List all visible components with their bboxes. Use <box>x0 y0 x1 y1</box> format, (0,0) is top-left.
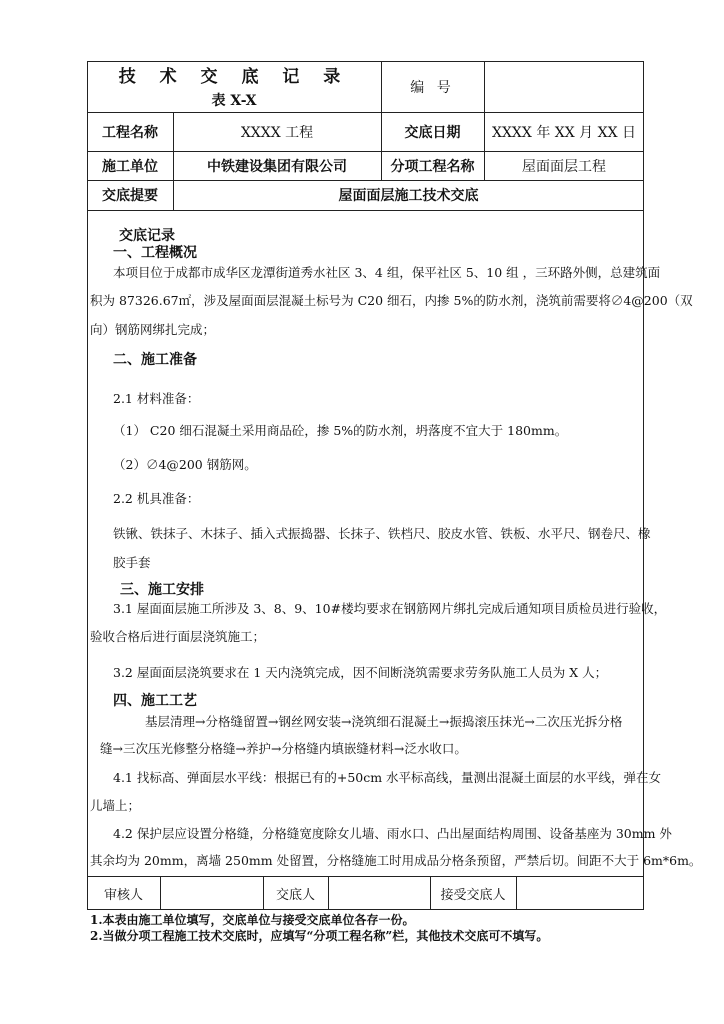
subproject-label: 分项工程名称 <box>390 158 475 175</box>
paragraph-line: 4.2 保护层应设置分格缝，分格缝宽度除女儿墙、雨水口、凸出屋面结构周围、设备基座为 30mm 外 <box>113 826 672 841</box>
presenter-label: 交底人 <box>275 887 315 903</box>
footnote-1: 1.本表由施工单位填写，交底单位与接受交底单位各存一份。 <box>90 913 415 927</box>
footnote-2: 2.当做分项工程施工技术交底时，应填写“分项工程名称”栏，其他技术交底可不填写。 <box>90 929 549 943</box>
number-label: 编 号 <box>410 79 455 96</box>
subproject-value: 屋面面层工程 <box>522 158 606 175</box>
summary-label: 交底提要 <box>102 188 158 204</box>
paragraph-line: 其余均为 20mm，离墙 250mm 处留置，分格缝施工时用成品分格条预留，严禁后切。间距不大于 6m*6m。 <box>90 853 702 868</box>
project-name-label: 工程名称 <box>102 124 158 141</box>
section-2-title: 二、施工准备 <box>113 352 197 368</box>
paragraph-line: 3.1 屋面面层施工所涉及 3、8、9、10#楼均要求在钢筋网片绑扎完成后通知项目质检员进行验收， <box>113 601 667 616</box>
section-1-title: 一、工程概况 <box>113 245 197 261</box>
paragraph-line: 缝→三次压光修整分格缝→养护→分格缝内填嵌缝材料→泛水收口。 <box>100 741 467 756</box>
row-divider <box>87 210 644 211</box>
paragraph-line: 铁锹、铁抹子、木抹子、插入式振捣器、长抹子、铁档尺、胶皮水管、铁板、水平尺、钢卷尺、橡 <box>113 526 651 541</box>
paragraph-line: 儿墙上； <box>90 798 141 813</box>
paragraph-line: 4.1 找标高、弹面层水平线：根据已有的+50cm 水平标高线，量测出混凝土面层的水平线，弹在女 <box>113 770 662 785</box>
paragraph-line: 基层清理→分格缝留置→钢丝网安装→浇筑细石混凝土→振捣滚压抹光→二次压光拆分格 <box>145 714 623 729</box>
section-3-title: 三、施工安排 <box>120 582 204 598</box>
paragraph-line: 3.2 屋面面层浇筑要求在 1 天内浇筑完成，因不间断浇筑需要求劳务队施工人员为 X 人； <box>113 665 608 680</box>
paragraph-line: 验收合格后进行面层浇筑施工； <box>90 629 266 644</box>
paragraph-line: （2）∅4@200 钢筋网。 <box>113 457 257 472</box>
section-4-title: 四、施工工艺 <box>113 693 197 709</box>
paragraph-line: 2.2 机具准备： <box>113 491 200 506</box>
receiver-label: 接受交底人 <box>440 887 506 903</box>
form-number: 表 X-X <box>211 93 257 109</box>
reviewer-field[interactable] <box>160 876 263 910</box>
reviewer-label: 审核人 <box>103 887 143 903</box>
unit-value: 中铁建设集团有限公司 <box>207 158 347 175</box>
record-body <box>88 212 702 876</box>
paragraph-line: （1） C20 细石混凝土采用商品砼，掺 5%的防水剂，坍落度不宜大于 180mm。 <box>113 423 568 438</box>
form-title: 技 术 交 底 记 录 <box>118 66 350 87</box>
paragraph-line: 2.1 材料准备： <box>113 391 200 406</box>
presenter-field[interactable] <box>328 876 430 910</box>
record-title: 交底记录 <box>119 228 175 244</box>
date-label: 交底日期 <box>404 124 461 141</box>
number-value[interactable] <box>484 61 644 112</box>
summary-value: 屋面面层施工技术交底 <box>338 188 479 204</box>
unit-label: 施工单位 <box>102 158 158 175</box>
project-name-value: XXXX 工程 <box>240 124 314 141</box>
receiver-field[interactable] <box>516 876 644 910</box>
paragraph-line: 胶手套 <box>113 555 151 570</box>
paragraph-line: 积为 87326.67㎡，涉及屋面面层混凝土标号为 C20 细石，内掺 5%的防水剂，浇筑前需要将∅4@200（双 <box>90 293 693 308</box>
paragraph-line: 向）钢筋网绑扎完成； <box>90 322 216 337</box>
paragraph-line: 本项目位于成都市成华区龙潭街道秀水社区 3、4 组，保平社区 5、10 组 ，三环路外侧，总建筑面 <box>113 265 661 280</box>
date-value: XXXX 年 XX 月 XX 日 <box>492 124 636 141</box>
